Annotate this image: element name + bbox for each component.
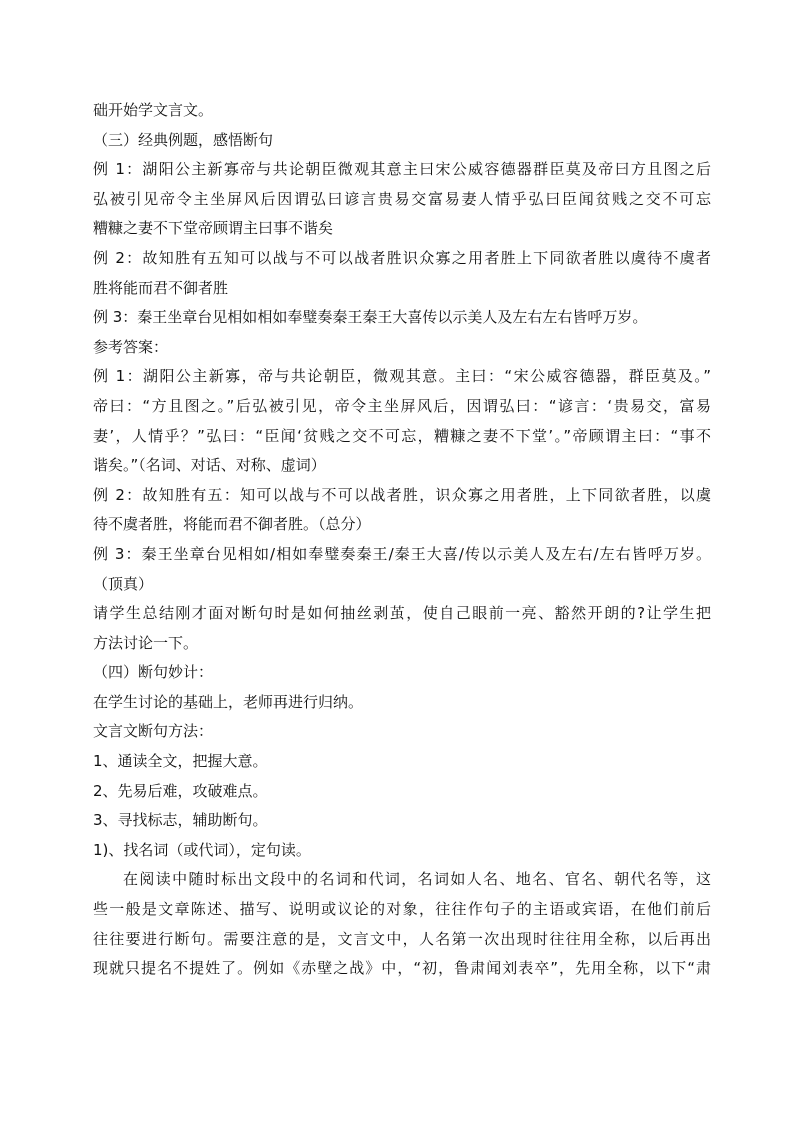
text-line: 在学生讨论的基础上，老师再进行归纳。 — [93, 692, 364, 711]
text-line: 例 3：秦王坐章台见相如/相如奉璧奏秦王/秦王大喜/传以示美人及左右/左右皆呼万岁。 — [93, 544, 711, 563]
text-line: 例 1：湖阳公主新寡，帝与共论朝臣，微观其意。主曰：“宋公威容德器，群臣莫及。” — [93, 367, 711, 386]
text-line: （顶真） — [93, 574, 154, 593]
section-heading: （四）断句妙计： — [93, 663, 214, 682]
text-line: 请学生总结刚才面对断句时是如何抽丝剥茧，使自己眼前一亮、豁然开朗的?让学生把 — [93, 604, 711, 623]
text-line: 方法讨论一下。 — [93, 633, 199, 652]
text-line: 例 3：秦王坐章台见相如相如奉璧奏秦王秦王大喜传以示美人及左右左右皆呼万岁。 — [93, 308, 648, 327]
text-line: 例 2：故知胜有五知可以战与不可以战者胜识众寡之用者胜上下同欲者胜以虞待不虞者 — [93, 248, 711, 267]
section-heading: （三）经典例题，感悟断句 — [93, 130, 274, 149]
text-line: 胜将能而君不御者胜 — [93, 278, 229, 297]
text-line: 糟糠之妻不下堂帝顾谓主曰事不谐矣 — [93, 219, 334, 238]
text-line: 例 1：湖阳公主新寡帝与共论朝臣微观其意主曰宋公威容德器群臣莫及帝曰方且图之后 — [93, 160, 711, 179]
text-line: 础开始学文言文。 — [93, 101, 214, 119]
text-line: 些一般是文章陈述、描写、说明或议论的对象，往往作句子的主语或宾语，在他们前后 — [93, 900, 711, 919]
text-line: 谐矣。”（名词、对话、对称、虚词） — [93, 456, 326, 475]
text-line: 妻’，人情乎？”弘曰：“臣闻‘贫贱之交不可忘，糟糠之妻不下堂’。”帝顾谓主曰：“事不 — [93, 426, 711, 445]
list-item: 1)、找名词（或代词），定句读。 — [93, 840, 311, 859]
list-item: 2、先易后难，攻破难点。 — [93, 781, 268, 800]
text-line: 待不虞者胜，将能而君不御者胜。（总分） — [93, 515, 371, 534]
list-item: 1、通读全文，把握大意。 — [93, 752, 268, 771]
text-line: 例 2：故知胜有五：知可以战与不可以战者胜，识众寡之用者胜，上下同欲者胜，以虞 — [93, 485, 711, 504]
text-line: 往往要进行断句。需要注意的是，文言文中，人名第一次出现时往往用全称，以后再出 — [93, 929, 711, 948]
text-line: 文言文断句方法： — [93, 722, 214, 741]
text-line: 弘被引见帝令主坐屏风后因谓弘曰谚言贵易交富易妻人情乎弘曰臣闻贫贱之交不可忘 — [93, 189, 711, 208]
text-line: 帝曰：“方且图之。”后弘被引见，帝令主坐屏风后，因谓弘曰：“谚言：‘贵易交，富易 — [93, 396, 711, 415]
text-line: 参考答案： — [93, 337, 169, 356]
document-page — [93, 96, 711, 984]
text-line: 在阅读中随时标出文段中的名词和代词，名词如人名、地名、官名、朝代名等，这 — [123, 870, 711, 889]
text-line: 现就只提名不提姓了。例如《赤壁之战》中，“初，鲁肃闻刘表卒”，先用全称，以下“肃 — [93, 959, 711, 978]
list-item: 3、寻找标志，辅助断句。 — [93, 811, 268, 830]
